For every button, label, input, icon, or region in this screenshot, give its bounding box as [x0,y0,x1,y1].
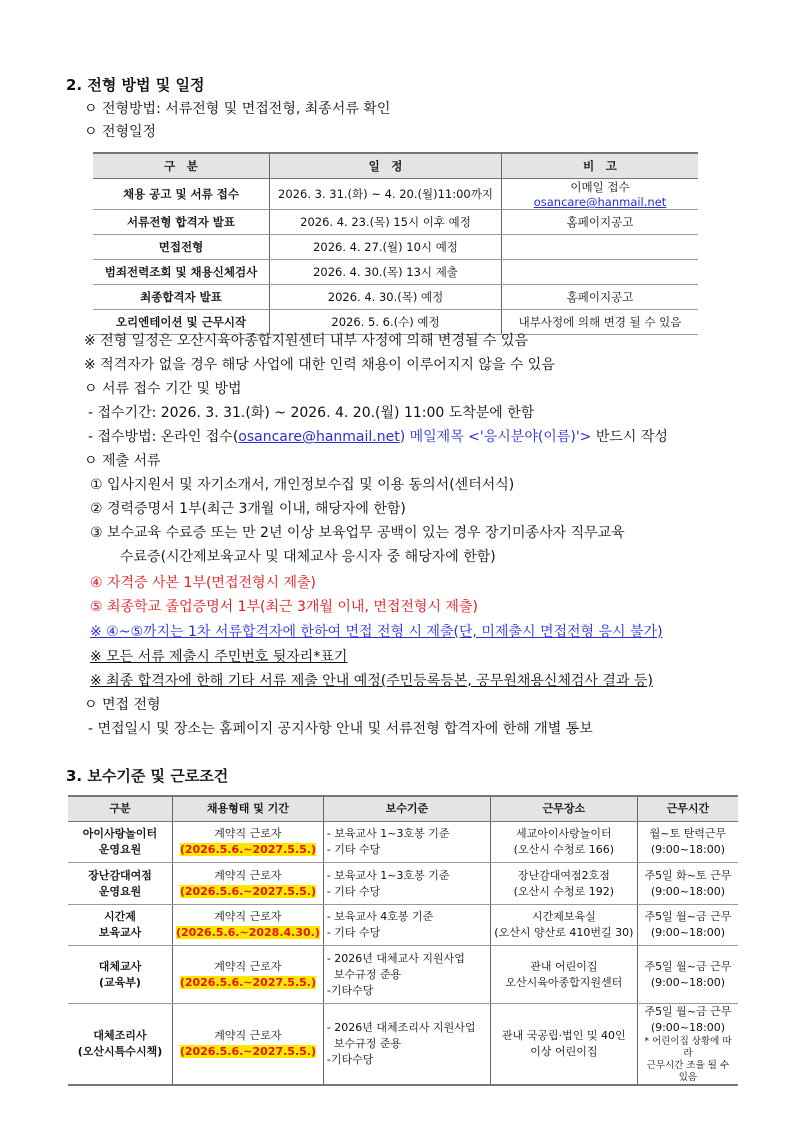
document-item: ③ 보수교육 수료증 또는 만 2년 이상 보육업무 공백이 있는 경우 장기미종사자 직무교육 [90,525,625,541]
note: 홈페이지공고 [502,210,699,235]
pay-standard [323,905,490,946]
position [68,946,173,1004]
cell-line: 월~토 탄력근무 [649,827,727,840]
work-place [490,863,637,905]
type: 계약직 근로자 [214,827,282,840]
table-row [93,310,698,335]
document-note: ※ 모든 서류 제출시 주민번호 뒷자리*표기 [90,649,348,665]
cell-line: 세교아이사랑놀이터 [516,827,612,840]
schedule-label: ㅇ 전형일정 [84,124,157,140]
document-note: ※ ④~⑤까지는 1차 서류합격자에 한하여 면접 전형 시 제출(단, 미제출시 면접전형 응시 불가) [90,624,663,640]
cell-line: 주5일 월~금 근무 [644,959,732,973]
col-header: 채용형태 및 기간 [173,796,324,822]
email-link[interactable]: osancare@hanmail.net [533,195,667,209]
pay-standard [323,946,490,1004]
work-place [490,822,637,863]
note-text: 이메일 접수 [570,180,630,194]
cell-line: 관내 어린이집 [530,959,598,973]
date: 2026. 5. 6.(수) 예정 [270,310,502,335]
text: ) [399,429,406,445]
table-row [68,863,738,905]
position [68,863,173,905]
cell-line: 운영요원 [98,884,142,898]
cell-line: 장난감대여점 [88,868,152,882]
type: 계약직 근로자 [214,959,282,973]
cell-line: 대체교사 [98,959,142,973]
item: 서류전형 합격자 발표 [93,210,270,235]
cell-line: 시간제 [104,910,136,923]
submission-method [88,428,668,446]
cell-line: * 어린이집 상황에 따라 [644,1036,732,1059]
col-header: 비 고 [502,153,699,179]
note [502,179,699,210]
selection-method: ㅇ 전형방법: 서류전형 및 면접전형, 최종서류 확인 [84,101,391,117]
interview-title: ㅇ 면접 전형 [84,697,161,713]
type: 계약직 근로자 [214,1029,282,1042]
cell-line: (9:00~18:00) [650,975,726,989]
position [68,1004,173,1086]
submission-title: ㅇ 서류 접수 기간 및 방법 [84,381,242,397]
pay-standard [323,822,490,863]
cell-line: - 기타 수당 [326,926,381,939]
conditions-table [68,795,738,1086]
type: 계약직 근로자 [214,910,282,923]
schedule-table [93,152,698,335]
note: ※ 전형 일정은 오산시육아종합지원센터 내부 사정에 의해 변경될 수 있음 [84,333,528,349]
work-hours [637,863,738,905]
contract-period: (2026.5.6.~2027.5.5.) [179,1045,317,1058]
col-header: 구분 [68,796,173,822]
position [68,822,173,863]
pay-standard [323,863,490,905]
cell-line: - 기타 수당 [326,884,381,898]
date: 2026. 3. 31.(화) ~ 4. 20.(월)11:00까지 [270,179,502,210]
contract-period: (2026.5.6.~2028.4.30.) [176,926,320,939]
cell-line: 시간제보육실 [531,910,596,923]
table-row [68,822,738,863]
work-place [490,1004,637,1086]
employment-type [173,863,324,905]
cell-line: (오산시특수시책) [77,1045,163,1058]
section-2-title: 2. 전형 방법 및 일정 [66,76,205,94]
item: 면접전형 [93,235,270,260]
table-row [93,179,698,210]
cell-line: - 보육교사 1~3호봉 기준 [326,827,450,840]
work-hours [637,822,738,863]
employment-type [173,1004,324,1086]
table-row [93,260,698,285]
col-header: 근무시간 [637,796,738,822]
email-link[interactable]: osancare@hanmail.net [238,429,400,445]
cell-line: 보육교사 [98,926,142,939]
work-hours [637,905,738,946]
cell-line: (오산시 양산로 410번길 30) [494,926,634,939]
col-header: 구 분 [93,153,270,179]
cell-line: 장난감대여점2호점 [517,868,610,882]
work-hours [637,946,738,1004]
submission-period: - 접수기간: 2026. 3. 31.(화) ~ 2026. 4. 20.(월) 11:00 도착분에 한함 [88,405,535,421]
text: - 접수방법: 온라인 접수( [88,429,239,445]
cell-line: (오산시 수청로 166) [513,843,614,856]
table-row [68,946,738,1004]
cell-line: - 보육교사 1~3호봉 기준 [326,868,450,882]
cell-line: 오산시육아종합지원센터 [505,975,623,989]
note: 내부사정에 의해 변경 될 수 있음 [502,310,699,335]
cell-line: - 2026년 대체조리사 지원사업 [326,1021,476,1034]
cell-line: 보수규정 준용 [326,967,402,981]
document-item: ④ 자격증 사본 1부(면접전형시 제출) [90,575,316,591]
cell-line: 주5일 월~금 근무 [644,1005,732,1018]
work-place [490,946,637,1004]
cell-line: 보수규정 준용 [326,1037,402,1050]
note [502,235,699,260]
cell-line: 아이사랑놀이터 [82,827,158,840]
document-note: ※ 최종 합격자에 한해 기타 서류 제출 안내 예정(주민등록등본, 공무원채용신체검사 결과 등) [90,673,653,689]
cell-line: -기타수당 [326,1053,374,1066]
interview-desc: - 면접일시 및 장소는 홈페이지 공지사항 안내 및 서류전형 합격자에 한해 개별 통보 [88,721,593,737]
cell-line: (9:00~18:00) [650,926,726,939]
document-item: ⑤ 최종학교 졸업증명서 1부(최근 3개월 이내, 면접전형시 제출) [90,599,478,615]
documents-title: ㅇ 제출 서류 [84,453,161,469]
document-item: ① 입사지원서 및 자기소개서, 개인정보수집 및 이용 동의서(센터서식) [90,477,515,493]
cell-line: -기타수당 [326,983,374,997]
contract-period: (2026.5.6.~2027.5.5.) [179,884,317,898]
col-header: 일 정 [270,153,502,179]
contract-period: (2026.5.6.~2027.5.5.) [179,843,317,856]
cell-line: 이상 어린이집 [530,1045,598,1058]
table-row [68,905,738,946]
date: 2026. 4. 30.(목) 예정 [270,285,502,310]
col-header: 근무장소 [490,796,637,822]
item: 범죄전력조회 및 채용신체검사 [93,260,270,285]
date: 2026. 4. 30.(목) 13시 제출 [270,260,502,285]
section-3-title: 3. 보수기준 및 근로조건 [66,767,229,785]
date: 2026. 4. 27.(월) 10시 예정 [270,235,502,260]
cell-line: - 2026년 대체교사 지원사업 [326,951,465,965]
type: 계약직 근로자 [214,868,282,882]
work-place [490,905,637,946]
contract-period: (2026.5.6.~2027.5.5.) [179,975,317,989]
date: 2026. 4. 23.(목) 15시 이후 예정 [270,210,502,235]
cell-line: 주5일 화~토 근무 [644,868,732,882]
employment-type [173,905,324,946]
col-header: 보수기준 [323,796,490,822]
item: 채용 공고 및 서류 접수 [93,179,270,210]
cell-line: (9:00~18:00) [650,843,726,856]
note: ※ 적격자가 없을 경우 해당 사업에 대한 인력 채용이 이루어지지 않을 수 있음 [84,357,555,373]
note: 홈페이지공고 [502,285,699,310]
note [502,260,699,285]
cell-line: - 기타 수당 [326,843,381,856]
cell-line: 대체조리사 [93,1029,147,1042]
cell-line: (9:00~18:00) [650,884,726,898]
cell-line: - 보육교사 4호봉 기준 [326,910,434,923]
cell-line: 운영요원 [98,843,142,856]
text: 메일제목 <'응시분야(이름)'> [405,429,592,445]
document-item: ② 경력증명서 1부(최근 3개월 이내, 해당자에 한함) [90,501,406,517]
cell-line: 관내 국공립·법인 및 40인 [502,1029,626,1042]
document-item: 수료증(시간제보육교사 및 대체교사 응시자 중 해당자에 한함) [120,549,496,565]
table-row [93,285,698,310]
cell-line: 근무시간 조율 될 수 있음 [646,1060,730,1083]
position [68,905,173,946]
employment-type [173,822,324,863]
table-row [68,1004,738,1086]
cell-line: 주5일 월~금 근무 [644,910,732,923]
table-row [93,235,698,260]
table-row [93,210,698,235]
cell-line: (교육부) [99,975,141,989]
text: 반드시 작성 [591,429,668,445]
item: 오리엔테이션 및 근무시작 [93,310,270,335]
cell-line: (9:00~18:00) [650,1021,726,1034]
cell-line: (오산시 수청로 192) [513,884,614,898]
work-hours [637,1004,738,1086]
item: 최종합격자 발표 [93,285,270,310]
pay-standard [323,1004,490,1086]
employment-type [173,946,324,1004]
